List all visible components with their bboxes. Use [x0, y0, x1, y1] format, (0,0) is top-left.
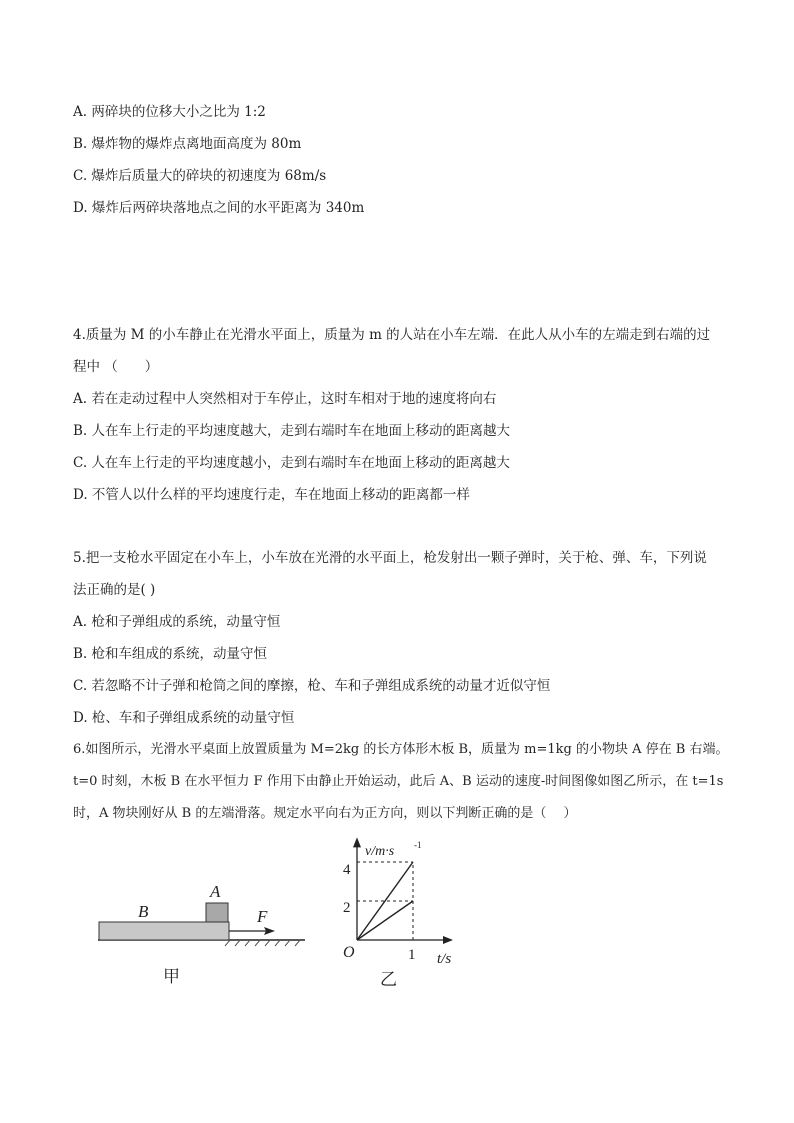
origin-label: O: [343, 944, 355, 961]
caption-yi: 乙: [380, 970, 397, 990]
q5-option-b: B. 枪和车组成的系统，动量守恒: [73, 646, 268, 662]
q4-option-a: A. 若在走动过程中人突然相对于车停止，这时车相对于地的速度将向右: [73, 391, 497, 407]
q6-stem-line2: t=0 时刻，木板 B 在水平恒力 F 作用下由静止开始运动，此后 A、B 运动的速度-时间图像如图乙所示，在 t=1s: [73, 774, 724, 789]
q5-stem-line1: 5.把一支枪水平固定在小车上，小车放在光滑的水平面上，枪发射出一颗子弹时，关于枪、弹、车，下列说: [73, 550, 707, 566]
x-axis-arrow: [443, 936, 453, 944]
y-axis-label-exponent: -1: [414, 840, 422, 850]
vt-graph: [335, 835, 465, 975]
x-tick-label-1: 1: [408, 947, 416, 963]
q5-option-c: C. 若忽略不计子弹和枪筒之间的摩擦，枪、车和子弹组成系统的动量才近似守恒: [73, 678, 551, 694]
q4-stem-line2: 程中 （ ）: [73, 359, 159, 375]
q3-option-a: A. 两碎块的位移大小之比为 1:2: [73, 104, 266, 120]
caption-jia: 甲: [163, 967, 180, 987]
figure-jia: [90, 870, 315, 990]
q4-stem-line1: 4.质量为 M 的小车静止在光滑水平面上，质量为 m 的人站在小车左端．在此人从小车的左端走到右端的过: [73, 327, 711, 343]
x-axis-label: t/s: [437, 951, 452, 967]
q3-option-b: B. 爆炸物的爆炸点离地面高度为 80m: [73, 136, 302, 152]
plank-b: [99, 922, 229, 940]
ground-hatch: [225, 940, 300, 946]
q4-option-c: C. 人在车上行走的平均速度越小，走到右端时车在地面上移动的距离越大: [73, 455, 510, 471]
q3-option-c: C. 爆炸后质量大的碎块的初速度为 68m/s: [73, 168, 327, 184]
label-a: A: [210, 882, 221, 901]
y-axis-label: v/m·s: [365, 844, 395, 859]
q5-stem-line2: 法正确的是( ): [73, 582, 156, 598]
y-tick-label-2: 2: [343, 900, 351, 916]
label-f: F: [257, 907, 268, 926]
block-a: [206, 903, 228, 922]
q4-option-d: D. 不管人以什么样的平均速度行走，车在地面上移动的距离都一样: [73, 487, 470, 503]
q5-option-d: D. 枪、车和子弹组成系统的动量守恒: [73, 710, 295, 726]
y-axis-arrow: [353, 837, 361, 847]
label-b: B: [138, 902, 149, 921]
q6-stem-line3: 时，A 物块刚好从 B 的左端滑落。规定水平向右为正方向，则以下判断正确的是（ ）: [73, 806, 577, 821]
series-line-2: [357, 901, 413, 940]
q4-option-b: B. 人在车上行走的平均速度越大，走到右端时车在地面上移动的距离越大: [73, 423, 511, 439]
q3-option-d: D. 爆炸后两碎块落地点之间的水平距离为 340m: [73, 200, 365, 216]
q5-option-a: A. 枪和子弹组成的系统，动量守恒: [73, 614, 281, 630]
q6-stem-line1: 6.如图所示，光滑水平桌面上放置质量为 M=2kg 的长方体形木板 B，质量为 m=1kg 的小物块 A 停在 B 右端。: [73, 742, 729, 757]
y-tick-label-4: 4: [343, 862, 351, 878]
